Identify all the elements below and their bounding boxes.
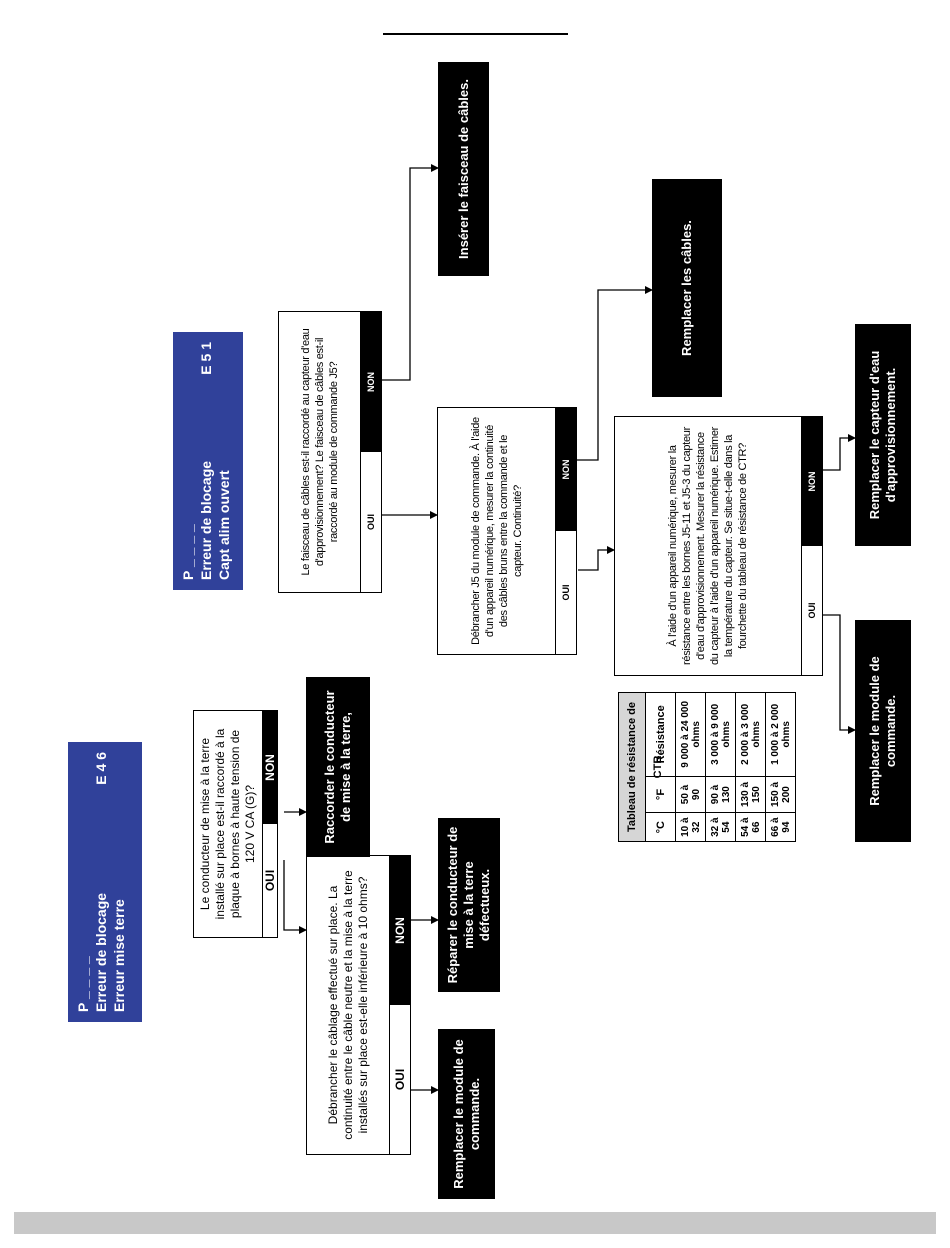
action-replace-sensor <box>855 324 911 546</box>
action-connect-ground <box>306 677 370 857</box>
connector-e51-q3-non <box>823 438 855 470</box>
action-text: Remplacer le capteur d'eau d'approvisionnement. <box>867 350 898 520</box>
e51-question-harness-connected <box>278 311 382 593</box>
header-fahrenheit: °F <box>646 776 676 813</box>
answer-oui: OUI <box>263 824 277 937</box>
action-text: Raccorder le conducteur de mise à la terre, <box>322 690 353 844</box>
question-text: Débrancher le câblage effectué sur place. La continuité entre le câble neutre et la mise à la terre installés sur place est-elle inférieure à 10 ohms? <box>325 870 370 1140</box>
header-resistance: Résistance <box>646 693 676 777</box>
table-row <box>706 693 736 842</box>
action-replace-module-e46 <box>438 1029 495 1199</box>
answer-non: NON <box>390 856 410 1005</box>
connector-e51-non <box>382 168 438 380</box>
table-cell: 130 à 150 <box>736 776 766 813</box>
table-cell: 66 à 94 <box>766 813 796 842</box>
answer-oui: OUI <box>556 531 576 654</box>
answer-oui: OUI <box>361 452 381 592</box>
code-line: P _ _ _ _ <box>180 524 196 580</box>
table-row <box>676 693 706 842</box>
table-cell: 54 à 66 <box>736 813 766 842</box>
error-title: Erreur de blocage <box>198 460 214 580</box>
footer-bar <box>14 1212 936 1234</box>
connector-e51-q2-oui <box>578 550 614 570</box>
question-text: À l'aide d'un appareil numérique, mesurer la résistance entre les bornes J5-11 et J5-3 du capteur d'eau d'approvisionnement. Mesurer la résistance du capteur à l'aide d'un appareil numérique. Estimer la température du capteur. Se situe-t-elle dans la fourchette du tableau de résistance de CTR? <box>667 426 749 666</box>
question-text: Le faisceau de câbles est-il raccordé au capteur d'eau d'approvisionnement? Le faisceau de câbles est-il raccordé au module de commande J5? <box>299 328 340 576</box>
e51-question-brown-wires <box>437 407 577 655</box>
table-cell: 1 000 à 2 000 ohms <box>766 693 796 777</box>
e46-question-continuity <box>306 855 411 1155</box>
error-code-e46 <box>68 742 142 1022</box>
table-cell: 2 000 à 3 000 ohms <box>736 693 766 777</box>
error-code-e51 <box>173 332 243 590</box>
answer-non: NON <box>556 408 576 531</box>
answer-non: NON <box>802 417 822 546</box>
action-text: Remplacer le module de commande. <box>867 656 898 806</box>
table-row <box>766 693 796 842</box>
error-code: E 4 6 <box>93 752 109 785</box>
question-text: Le conducteur de mise à la terre installé sur place est-il raccordé à la plaque à bornes à haute tension de 120 V CA (G)? <box>198 728 257 920</box>
table-cell: 10 à 32 <box>676 813 706 842</box>
action-text: Réparer le conducteur de mise à la terre défectueux. <box>445 826 492 984</box>
code-line: P _ _ _ _ <box>75 956 91 1012</box>
action-text: Insérer le faisceau de câbles. <box>455 79 471 259</box>
error-title: Erreur de blocage <box>93 892 109 1012</box>
connector-e51-q3-oui <box>823 615 855 730</box>
table-cell: 32 à 54 <box>706 813 736 842</box>
header-celsius: °C <box>646 813 676 842</box>
action-text: Remplacer le module de commande. <box>450 1039 482 1189</box>
action-insert-harness <box>438 62 489 276</box>
error-code: E 5 1 <box>198 342 214 375</box>
table-cell: 3 000 à 9 000 ohms <box>706 693 736 777</box>
table-cell: 9 000 à 24 000 ohms <box>676 693 706 777</box>
gtr-resistance-table <box>618 692 796 842</box>
action-replace-cables <box>652 179 722 397</box>
answer-non: NON <box>263 711 277 824</box>
answer-non: NON <box>361 312 381 452</box>
table-title: Tableau de résistance de CTR <box>618 692 645 842</box>
e46-question-ground-connected <box>193 710 278 938</box>
answer-oui: OUI <box>802 546 822 675</box>
table-row <box>736 693 766 842</box>
action-text: Remplacer les câbles. <box>679 220 694 356</box>
action-repair-ground <box>438 818 500 992</box>
error-subtitle: Capt alim ouvert <box>216 470 232 580</box>
connector-e46-oui <box>284 860 306 930</box>
table-cell: 90 à 130 <box>706 776 736 813</box>
error-subtitle: Erreur mise terre <box>111 899 127 1012</box>
question-text: Débrancher J5 du module de commande. À l'aide d'un appareil numérique, mesurer la continuité des câbles bruns entre la commande et le capteur. Continuité? <box>469 417 524 645</box>
action-replace-module-e51 <box>855 620 911 842</box>
table-cell: 150 à 200 <box>766 776 796 813</box>
answer-oui: OUI <box>390 1005 410 1154</box>
e51-question-sensor-resistance <box>614 416 823 676</box>
table-cell: 50 à 90 <box>676 776 706 813</box>
